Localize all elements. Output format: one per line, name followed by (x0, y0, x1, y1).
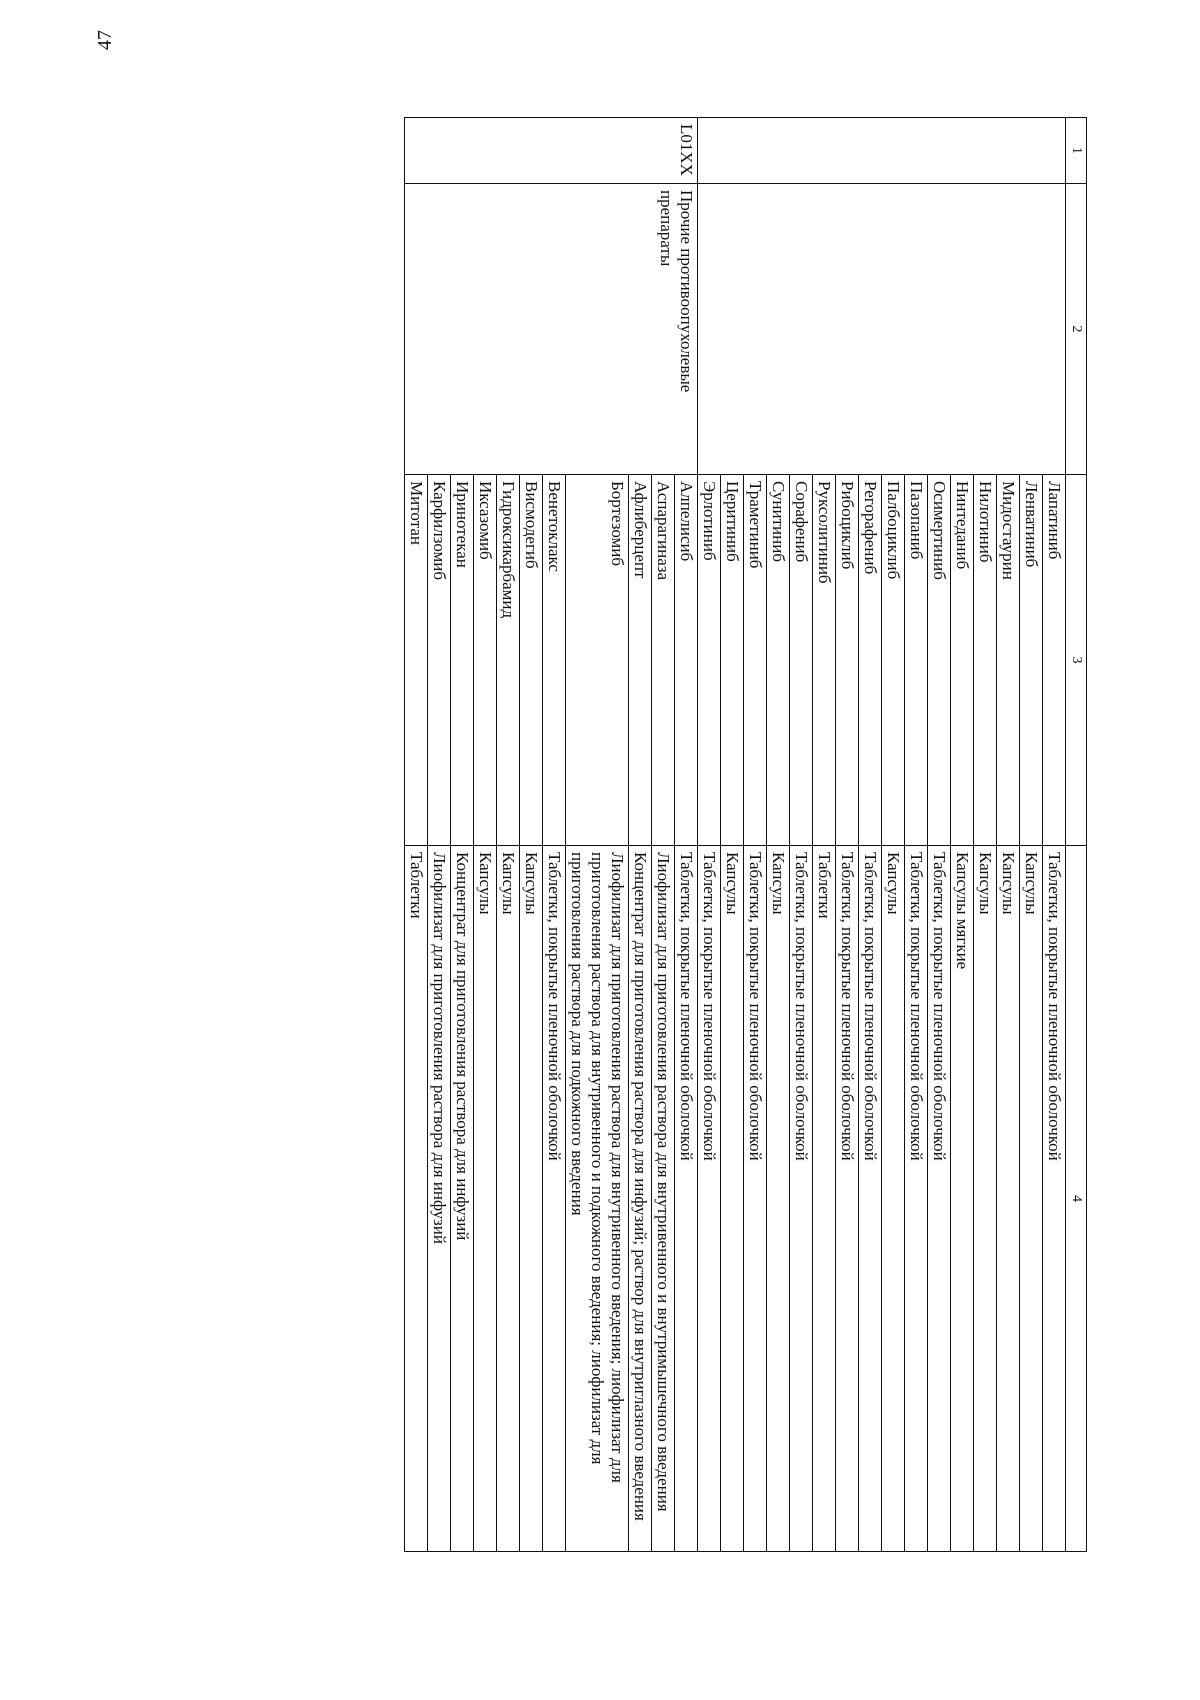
group-name-cell: Прочие противоопухолевые препараты (405, 184, 698, 475)
dosage-form-cell: Таблетки, покрытые пленочной оболочкой (1043, 846, 1066, 1552)
drug-name-cell: Гидроксикарбамид (497, 475, 520, 846)
drug-name-cell: Пазопаниб (905, 475, 928, 846)
dosage-form-cell: Капсулы (1020, 846, 1043, 1552)
drug-name-cell: Палбоциклиб (882, 475, 905, 846)
drug-name-cell: Мидостаурин (997, 475, 1020, 846)
header-col-2: 2 (1066, 184, 1087, 475)
dosage-form-cell: Таблетки, покрытые пленочной оболочкой (790, 846, 813, 1552)
dosage-form-cell: Таблетки, покрытые пленочной оболочкой (675, 846, 698, 1552)
drug-name-cell: Эрлотиниб (698, 475, 721, 846)
drug-name-cell: Венетоклакс (543, 475, 566, 846)
code-cell-empty (698, 118, 1066, 184)
dosage-form-cell: Таблетки, покрытые пленочной оболочкой (928, 846, 951, 1552)
drug-name-cell: Траметиниб (744, 475, 767, 846)
drug-name-cell: Сунитиниб (767, 475, 790, 846)
group-name-cell-empty (698, 184, 1066, 475)
dosage-form-cell: Лиофилизат для приготовления раствора для внутривенного и внутримышечного введения (652, 846, 675, 1552)
drug-name-cell: Нинтеданиб (951, 475, 974, 846)
table-row (1043, 118, 1066, 1552)
drug-name-cell: Нилотиниб (974, 475, 997, 846)
dosage-form-cell: Капсулы мягкие (951, 846, 974, 1552)
dosage-form-cell: Таблетки, покрытые пленочной оболочкой (543, 846, 566, 1552)
dosage-form-cell: Таблетки, покрытые пленочной оболочкой (744, 846, 767, 1552)
dosage-form-cell: Капсулы (974, 846, 997, 1552)
rotated-table-sheet (192, 117, 1087, 1547)
dosage-form-cell: Капсулы (882, 846, 905, 1552)
dosage-form-cell: Концентрат для приготовления раствора для инфузий (451, 846, 474, 1552)
table-row (675, 118, 698, 1552)
dosage-form-cell: Лиофилизат для приготовления раствора для инфузий (428, 846, 451, 1552)
drug-name-cell: Карфилзомиб (428, 475, 451, 846)
drug-name-cell: Регорафениб (859, 475, 882, 846)
drug-name-cell: Сорафениб (790, 475, 813, 846)
dosage-form-cell: Капсулы (767, 846, 790, 1552)
drug-name-cell: Руксолитиниб (813, 475, 836, 846)
drug-name-cell: Висмодегиб (520, 475, 543, 846)
dosage-form-cell: Капсулы (721, 846, 744, 1552)
header-col-4: 4 (1066, 846, 1087, 1552)
dosage-form-cell: Капсулы (520, 846, 543, 1552)
dosage-form-cell: Лиофилизат для приготовления раствора для внутривенного введения; лиофилизат для приготовления раствора для внутривенного и подкожного введения; лиофилизат для приготовления раствора для подкожного введения (566, 846, 629, 1552)
drug-name-cell: Лапатиниб (1043, 475, 1066, 846)
group-2-body (405, 118, 698, 1552)
dosage-form-cell: Концентрат для приготовления раствора для инфузий; раствор для внутриглазного введения (629, 846, 652, 1552)
drug-name-cell: Аспарагиназа (652, 475, 675, 846)
dosage-form-cell: Таблетки (813, 846, 836, 1552)
dosage-form-cell: Капсулы (497, 846, 520, 1552)
drug-name-cell: Алпелисиб (675, 475, 698, 846)
drug-name-cell: Осимертиниб (928, 475, 951, 846)
drug-name-cell: Бортезомиб (566, 475, 629, 846)
drug-name-cell: Иринотекан (451, 475, 474, 846)
dosage-form-cell: Таблетки (405, 846, 428, 1552)
page-number: 47 (94, 30, 116, 50)
drug-name-cell: Ленватиниб (1020, 475, 1043, 846)
header-col-3: 3 (1066, 475, 1087, 846)
group-1-body (698, 118, 1066, 1552)
drug-name-cell: Иксазомиб (474, 475, 497, 846)
dosage-form-cell: Таблетки, покрытые пленочной оболочкой (859, 846, 882, 1552)
header-row (1066, 118, 1087, 1552)
dosage-form-cell: Капсулы (997, 846, 1020, 1552)
drug-name-cell: Афлиберцепт (629, 475, 652, 846)
header-col-1: 1 (1066, 118, 1087, 184)
atc-code-cell: L01XX (405, 118, 698, 184)
dosage-form-cell: Таблетки, покрытые пленочной оболочкой (698, 846, 721, 1552)
drug-name-cell: Церитиниб (721, 475, 744, 846)
drug-name-cell: Митотан (405, 475, 428, 846)
drug-table (404, 117, 1087, 1552)
dosage-form-cell: Таблетки, покрытые пленочной оболочкой (836, 846, 859, 1552)
dosage-form-cell: Капсулы (474, 846, 497, 1552)
dosage-form-cell: Таблетки, покрытые пленочной оболочкой (905, 846, 928, 1552)
drug-name-cell: Рибоциклиб (836, 475, 859, 846)
